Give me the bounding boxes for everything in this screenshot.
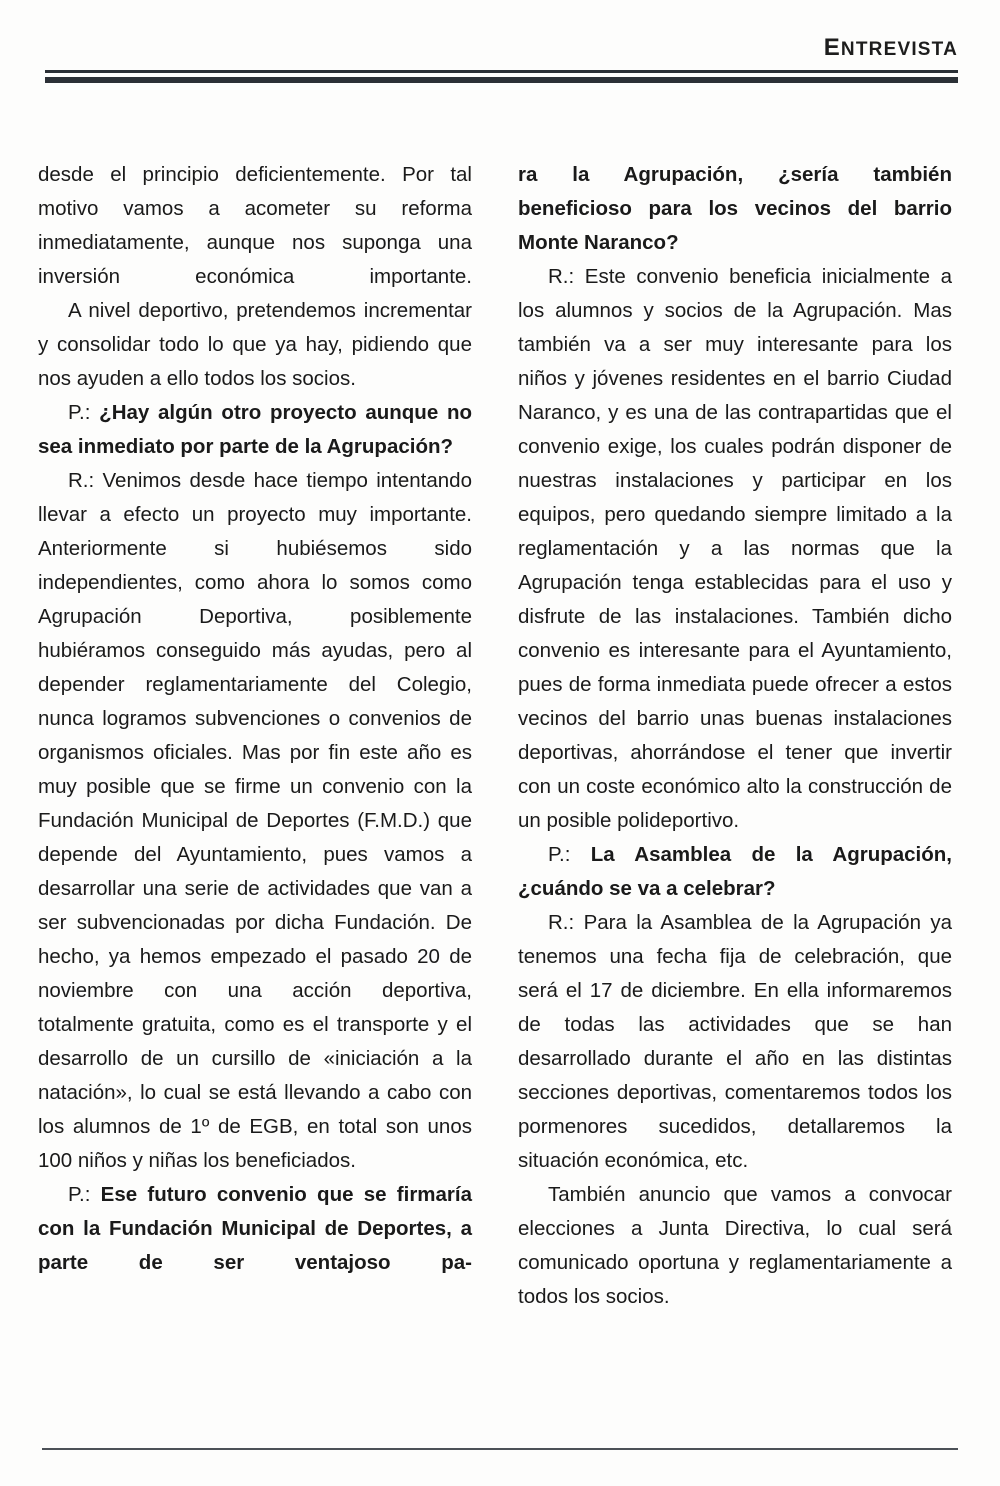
paragraph-question <box>38 396 472 464</box>
question-text: ¿Hay algún otro proyecto aunque no sea inmediato por parte de la Agrupación? <box>38 401 472 458</box>
footer-rule <box>42 1448 958 1450</box>
paragraph-answer-continuation: desde el principio deficientemente. Por tal motivo vamos a acometer su reforma inmediatamente, aunque nos suponga una inversión económica importante. <box>38 163 472 288</box>
answer-marker: R.: <box>548 265 585 288</box>
paragraph-question <box>38 1178 472 1280</box>
question-marker: P.: <box>548 843 591 866</box>
header-double-rule <box>45 70 958 83</box>
two-column-body <box>38 158 962 1426</box>
question-marker: P.: <box>68 401 100 424</box>
paragraph-question-continuation: ra la Agrupación, ¿sería también beneficioso para los vecinos del barrio Monte Naranco? <box>518 163 952 254</box>
question-marker: P.: <box>68 1183 101 1206</box>
answer-marker: R.: <box>548 911 584 934</box>
answer-marker: R.: <box>68 469 103 492</box>
running-head <box>824 36 958 60</box>
answer-text: Este convenio beneficia inicialmente a los alumnos y socios de la Agrupación. Mas también va a ser muy interesante para los niños y jóvenes residentes en el barrio Ciudad Naranco, y es una de las contrapartidas que el convenio exige, los cuales podrán disponer de nuestras instalaciones y participar en los equipos, pero quedando siempre limitado a la reglamentación y a las normas que la Agrupación tenga establecidas para el uso y disfrute de las instalaciones. También dicho convenio es interesante para el Ayuntamiento, pues de forma inmediata puede ofrecer a estos vecinos del barrio unas buenas instalaciones deportivas, ahorrándose el tener que invertir con un coste económico alto la construcción de un posible polideportivo. <box>518 265 952 832</box>
paragraph-answer: A nivel deportivo, pretendemos incrementar y consolidar todo lo que ya hay, pidiendo que nos ayuden a ello todos los socios. <box>38 299 472 390</box>
paragraph-answer: También anuncio que vamos a convocar elecciones a Junta Directiva, lo cual será comunicado oportuna y reglamentariamente a todos los socios. <box>518 1183 952 1308</box>
paragraph-question <box>518 838 952 906</box>
running-head-label: ENTREVISTA <box>823 34 958 61</box>
paragraph-answer <box>38 464 472 1178</box>
answer-text: Para la Asamblea de la Agrupación ya tenemos una fecha fija de celebración, que será el 17 de diciembre. En ella informaremos de todas las actividades que se han desarrollado durante el año en las distintas secciones deportivas, comentaremos todos los pormenores sucedidos, detallaremos la situación económica, etc. <box>518 911 952 1172</box>
paragraph-answer <box>518 260 952 838</box>
question-text: Ese futuro convenio que se firmaría con la Fundación Municipal de Deportes, a parte de ser ventajoso pa- <box>38 1183 472 1274</box>
header-rule-thick <box>45 77 958 83</box>
question-text: La Asamblea de la Agrupación, ¿cuándo se va a celebrar? <box>518 843 952 900</box>
header-rule-thin <box>45 70 958 73</box>
answer-text: Venimos desde hace tiempo intentando llevar a efecto un proyecto muy importante. Anteriormente si hubiésemos sido independientes, como ahora lo somos como Agrupación Deportiva, posiblemente hubiéramos conseguido más ayudas, pero al depender reglamentariamente del Colegio, nunca logramos subvenciones o convenios de organismos oficiales. Mas por fin este año es muy posible que se firme un convenio con la Fundación Municipal de Deportes (F.M.D.) que depende del Ayuntamiento, pues vamos a desarrollar una serie de actividades que van a ser subvencionadas por dicha Fundación. De hecho, ya hemos empezado el pasado 20 de noviembre con una acción deportiva, totalmente gratuita, como es el transporte y el desarrollo de un cursillo de «iniciación a la natación», lo cual se está llevando a cabo con los alumnos de 1º de EGB, en total son unos 100 niños y niñas los beneficiados. <box>38 469 472 1172</box>
left-column <box>38 158 472 1426</box>
paragraph-answer <box>518 906 952 1178</box>
right-column <box>518 158 952 1426</box>
